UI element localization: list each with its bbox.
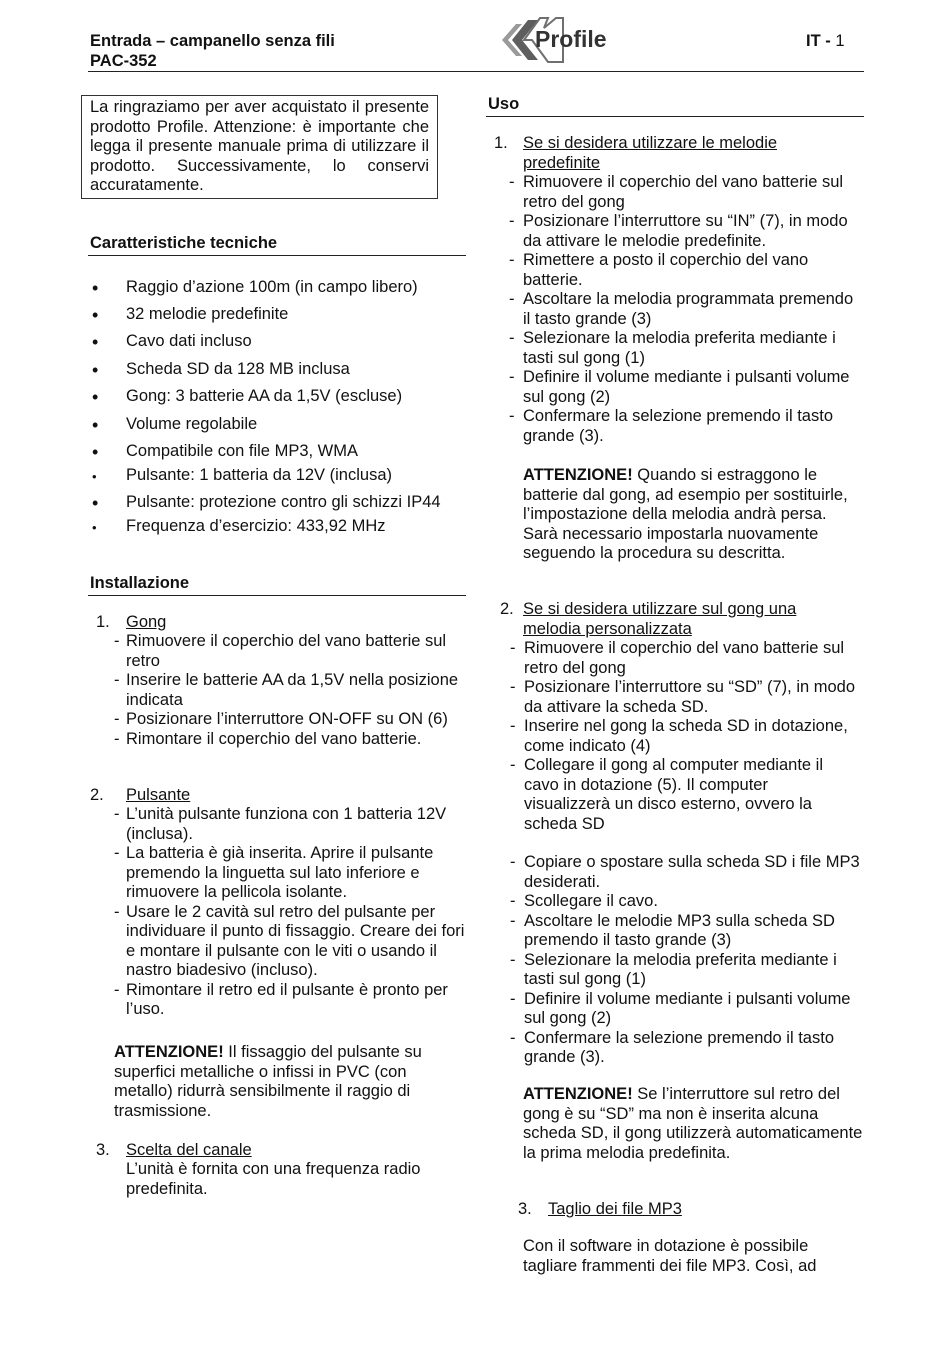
list-item: - Ascoltare le melodie MP3 sulla scheda SD premendo il tasto grande (3) — [510, 911, 835, 949]
list-item: - Rimuovere il coperchio del vano batterie sul retro — [114, 632, 447, 670]
list-item: - Definire il volume mediante i pulsanti volume sul gong (2) — [510, 989, 851, 1027]
gong-steps — [112, 632, 467, 749]
page-number: IT - 1 — [806, 32, 845, 50]
pulsante-number: 2. — [90, 786, 104, 804]
list-item: - Posizionare l’interruttore su “SD” (7), in modo da attivare la scheda SD. — [510, 678, 856, 716]
bullet-icon: • — [92, 387, 99, 407]
pulsante-warning: ATTENZIONE! Il fissaggio del pulsante su superfici metalliche o infissi in PVC (con metallo) ridurrà sensibilmente il raggio di trasmissione. — [114, 1043, 422, 1120]
melodie-steps — [509, 173, 865, 446]
melodie-heading: Se si desidera utilizzare le melodie predefinite — [523, 134, 778, 172]
header-divider — [88, 71, 864, 72]
list-item: - Confermare la selezione premendo il tasto grande (3). — [510, 1028, 834, 1066]
pulsante-heading: Pulsante — [126, 786, 191, 804]
document-header-left — [90, 31, 335, 71]
list-item: - Copiare o spostare sulla scheda SD i file MP3 desiderati. — [510, 853, 860, 891]
list-item: - Rimontare il retro ed il pulsante è pronto per l’uso. — [114, 980, 448, 1018]
bullet-icon: • — [92, 278, 99, 298]
personalizzata-steps-a — [510, 639, 865, 834]
list-item: - La batteria è già inserita. Aprire il pulsante premendo la linguetta sul lato inferiore e rimuovere la pellicola isolante. — [114, 844, 434, 901]
list-item: - Posizionare l’interruttore su “IN” (7), in modo da attivare le melodie predefinite. — [509, 212, 848, 250]
bullet-icon: • — [92, 305, 99, 325]
canale-heading: Scelta del canale — [126, 1141, 252, 1159]
list-item: - Rimuovere il coperchio del vano batterie sul retro del gong — [509, 173, 844, 211]
bullet-icon: • — [92, 520, 97, 535]
feature-item: Frequenza d’esercizio: 433,92 MHz — [126, 517, 386, 535]
list-item: - Collegare il gong al computer mediante il cavo in dotazione (5). Il computer visualizzerà un disco esterno, ovvero la scheda SD — [510, 756, 823, 833]
uso-title: Uso — [488, 95, 520, 113]
profile-logo — [488, 14, 608, 66]
melodie-warning: ATTENZIONE! Quando si estraggono le batterie dal gong, ad esempio per sostituirle, l’impostazione della melodia andrà persa. Sarà necessario impostarla nuovamente seguendo la procedura su descritta. — [523, 466, 848, 562]
list-item: - L’unità pulsante funziona con 1 batteria 12V (inclusa). — [114, 805, 447, 843]
list-item: - Inserire nel gong la scheda SD in dotazione, come indicato (4) — [510, 717, 848, 755]
uso-divider — [486, 116, 864, 117]
feature-item: Pulsante: 1 batteria da 12V (inclusa) — [126, 466, 392, 484]
document-title: Entrada – campanello senza fili — [90, 32, 335, 50]
feature-item: Scheda SD da 128 MB inclusa — [126, 360, 350, 378]
personalizzata-steps-b — [510, 853, 865, 1068]
list-item: - Rimettere a posto il coperchio del vano batterie. — [509, 251, 809, 289]
bullet-icon: • — [92, 360, 99, 380]
list-item: - Scollegare il cavo. — [510, 892, 658, 910]
feature-item: Compatibile con file MP3, WMA — [126, 442, 358, 460]
bullet-icon: • — [92, 469, 97, 484]
canale-text: L’unità è fornita con una frequenza radio predefinita. — [126, 1160, 421, 1198]
canale-number: 3. — [96, 1141, 110, 1159]
feature-item: Cavo dati incluso — [126, 332, 252, 350]
gong-heading: Gong — [126, 613, 167, 631]
feature-item: Volume regolabile — [126, 415, 258, 433]
list-item: - Selezionare la melodia preferita mediante i tasti sul gong (1) — [510, 950, 837, 988]
list-item: - Definire il volume mediante i pulsanti volume sul gong (2) — [509, 368, 850, 406]
features-title: Caratteristiche tecniche — [90, 234, 278, 252]
features-divider — [88, 255, 466, 256]
bullet-icon: • — [92, 332, 99, 352]
bullet-icon: • — [92, 415, 99, 435]
list-item: - Ascoltare la melodia programmata premendo il tasto grande (3) — [509, 290, 854, 328]
svg-text:Profile: Profile — [535, 26, 607, 52]
list-item: - Confermare la selezione premendo il tasto grande (3). — [509, 407, 833, 445]
feature-item: Raggio d’azione 100m (in campo libero) — [126, 278, 418, 296]
feature-item: Gong: 3 batterie AA da 1,5V (escluse) — [126, 387, 403, 405]
bullet-icon: • — [92, 442, 99, 462]
taglio-number: 3. — [518, 1200, 532, 1218]
intro-box: La ringraziamo per aver acquistato il presente prodotto Profile. Attenzione: è importante che legga il presente manuale prima di utilizzare il prodotto. Successivamente, lo conservi accuratamente. — [81, 95, 438, 199]
pulsante-steps — [112, 805, 467, 1020]
bullet-icon: • — [92, 493, 99, 513]
installation-title: Installazione — [90, 574, 190, 592]
model-number: PAC-352 — [90, 52, 157, 70]
personalizzata-heading: Se si desidera utilizzare sul gong una melodia personalizzata — [523, 600, 797, 638]
list-item: - Rimontare il coperchio del vano batterie. — [114, 729, 422, 748]
taglio-text: Con il software in dotazione è possibile tagliare frammenti dei file MP3. Così, ad — [523, 1237, 817, 1275]
list-item: - Inserire le batterie AA da 1,5V nella posizione indicata — [114, 671, 459, 709]
feature-item: Pulsante: protezione contro gli schizzi IP44 — [126, 493, 441, 511]
taglio-heading: Taglio dei file MP3 — [548, 1200, 682, 1218]
feature-item: 32 melodie predefinite — [126, 305, 289, 323]
list-item: - Usare le 2 cavità sul retro del pulsante per individuare il punto di fissaggio. Creare dei fori e montare il pulsante con le viti o usando il nastro biadesivo (incluso). — [114, 902, 465, 979]
gong-number: 1. — [96, 613, 110, 631]
melodie-number: 1. — [494, 134, 508, 152]
list-item: - Rimuovere il coperchio del vano batterie sul retro del gong — [510, 639, 845, 677]
personalizzata-number: 2. — [500, 600, 514, 618]
list-item: - Posizionare l’interruttore ON-OFF su ON (6) — [114, 710, 448, 728]
list-item: - Selezionare la melodia preferita mediante i tasti sul gong (1) — [509, 329, 836, 367]
installation-divider — [88, 595, 466, 596]
personalizzata-warning: ATTENZIONE! Se l’interruttore sul retro del gong è su “SD” ma non è inserita alcuna scheda SD, il gong utilizzerà automaticamente la prima melodia predefinita. — [523, 1085, 863, 1162]
